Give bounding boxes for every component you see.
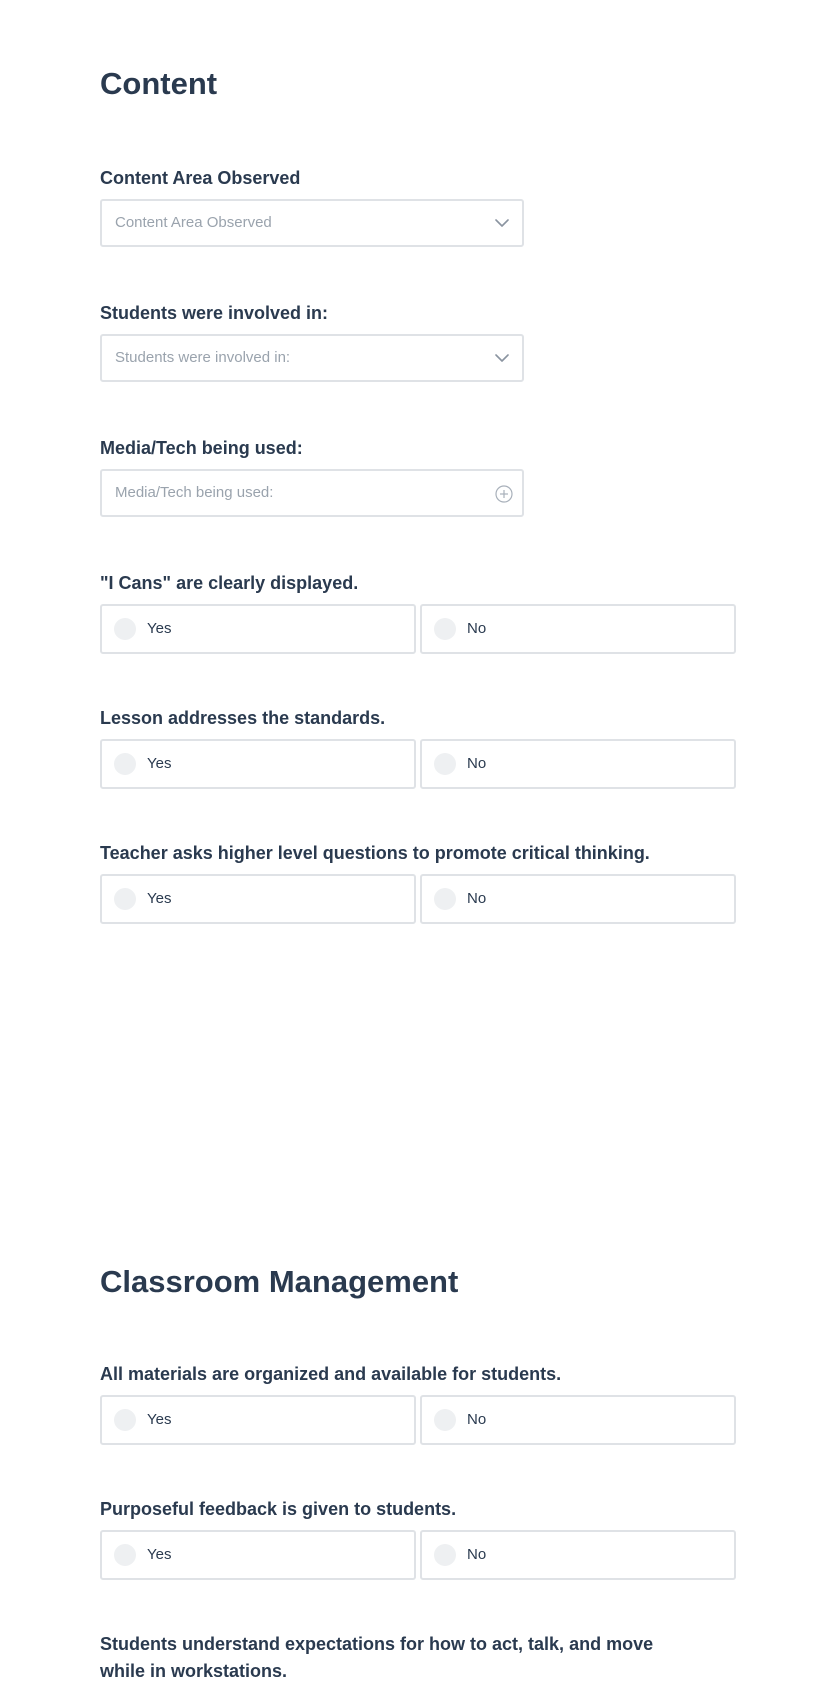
media-tech-input[interactable] (100, 469, 524, 517)
radio-option-yes[interactable] (100, 874, 416, 924)
radio-label: Yes (147, 755, 172, 772)
radio-label: No (467, 1546, 487, 1563)
radio-option-no[interactable] (420, 604, 736, 654)
field-label: Teacher asks higher level questions to promote critical thinking. (100, 843, 650, 863)
radio-option-no[interactable] (420, 739, 736, 789)
radio-circle (114, 618, 136, 640)
radio-label: No (467, 620, 487, 637)
field-i-cans (100, 570, 736, 637)
field-lesson-standards (100, 705, 736, 772)
radio-option-no[interactable] (420, 1530, 736, 1580)
radio-label: No (467, 1411, 487, 1428)
radio-group (100, 1395, 736, 1445)
field-label: "I Cans" are clearly displayed. (100, 573, 359, 593)
section-classroom-management (100, 1262, 736, 1680)
field-students-expectations (100, 1631, 700, 1685)
field-media-tech (100, 435, 736, 501)
plus-circle-icon[interactable] (495, 485, 513, 503)
field-label: All materials are organized and available for students. (100, 1364, 562, 1384)
radio-circle (434, 1544, 456, 1566)
field-label: Content Area Observed (100, 168, 301, 188)
radio-circle (114, 1544, 136, 1566)
field-higher-level-questions (100, 840, 736, 907)
content-area-dropdown[interactable] (100, 199, 524, 247)
field-content-area (100, 165, 736, 231)
field-materials-organized (100, 1361, 736, 1428)
dropdown-placeholder: Content Area Observed (115, 214, 272, 231)
radio-label: No (467, 755, 487, 772)
radio-circle (114, 753, 136, 775)
chevron-down-icon (494, 215, 510, 231)
field-label: Purposeful feedback is given to students. (100, 1499, 457, 1519)
radio-label: Yes (147, 1546, 172, 1563)
radio-circle (434, 618, 456, 640)
field-label: Media/Tech being used: (100, 438, 303, 458)
field-purposeful-feedback (100, 1496, 736, 1563)
radio-group (100, 604, 736, 654)
field-students-involved (100, 300, 736, 366)
radio-group (100, 874, 736, 924)
radio-circle (114, 888, 136, 910)
radio-circle (434, 888, 456, 910)
radio-option-no[interactable] (420, 874, 736, 924)
radio-label: Yes (147, 1411, 172, 1428)
section-title: Content (100, 66, 218, 101)
radio-circle (114, 1409, 136, 1431)
radio-group (100, 1530, 736, 1580)
field-label: Lesson addresses the standards. (100, 708, 386, 728)
radio-option-no[interactable] (420, 1395, 736, 1445)
radio-option-yes[interactable] (100, 739, 416, 789)
radio-circle (434, 753, 456, 775)
chevron-down-icon (494, 350, 510, 366)
radio-option-yes[interactable] (100, 1530, 416, 1580)
radio-group (100, 739, 736, 789)
radio-option-yes[interactable] (100, 1395, 416, 1445)
input-placeholder: Media/Tech being used: (115, 484, 274, 501)
dropdown-placeholder: Students were involved in: (115, 349, 291, 366)
radio-option-yes[interactable] (100, 604, 416, 654)
radio-label: No (467, 890, 487, 907)
field-label: Students were involved in: (100, 303, 329, 323)
radio-label: Yes (147, 620, 172, 637)
radio-label: Yes (147, 890, 172, 907)
section-content (100, 64, 736, 934)
field-label: Students understand expectations for how to act, talk, and move while in workstations. (100, 1634, 654, 1681)
section-title: Classroom Management (100, 1264, 459, 1299)
radio-circle (434, 1409, 456, 1431)
students-involved-dropdown[interactable] (100, 334, 524, 382)
